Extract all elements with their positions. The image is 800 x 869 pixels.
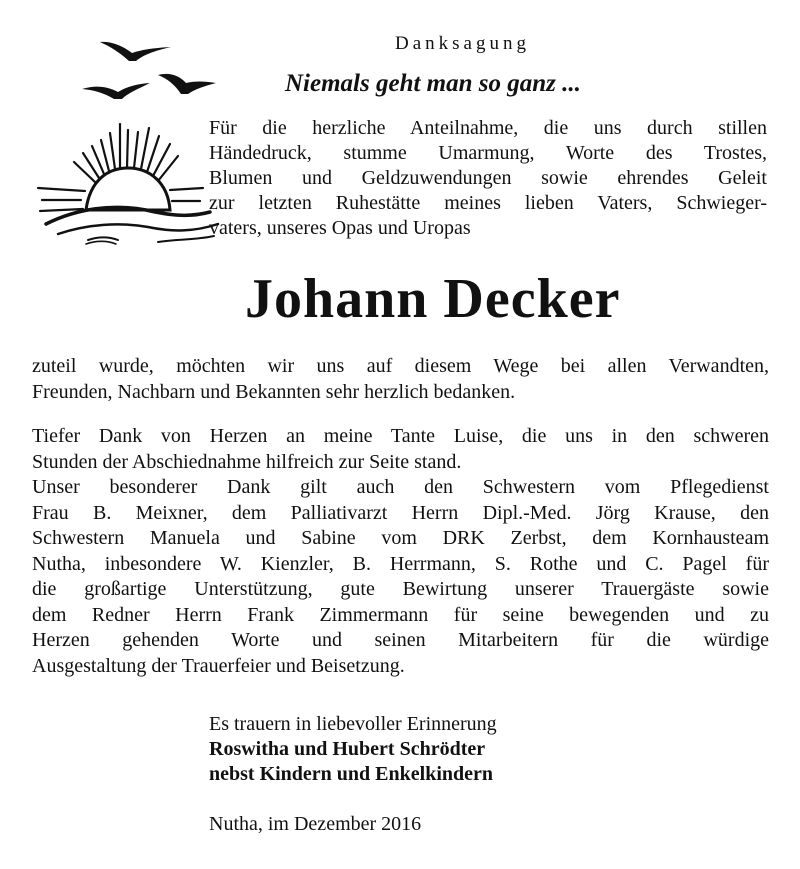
paragraph-line: Ausgestaltung der Trauerfeier und Beisetzung. (32, 654, 405, 677)
birds-sunset-icon (28, 28, 228, 258)
thanks-paragraph (32, 354, 769, 405)
paragraph-line: die großartige Unterstützung, gute Bewirtung unserer Trauergäste sowie (32, 578, 769, 600)
intro-line: vaters, unseres Opas und Uropas (209, 217, 471, 239)
paragraph-line: Nutha, inbesondere W. Kienzler, B. Herrmann, S. Rothe und C. Pagel für (32, 552, 769, 575)
paragraph-line: Unser besonderer Dank gilt auch den Schwestern vom Pflegedienst (32, 476, 769, 498)
intro-line: Blumen und Geldzuwendungen sowie ehrendes Geleit (209, 167, 767, 189)
paragraph-line: Stunden der Abschiednahme hilfreich zur Seite stand. (32, 450, 462, 473)
signoff-intro: Es trauern in liebevoller Erinnerung (209, 713, 497, 735)
intro-paragraph (209, 116, 767, 241)
mourners-family: nebst Kindern und Enkelkindern (209, 763, 493, 785)
intro-line: Händedruck, stumme Umarmung, Worte des Trostes, (209, 142, 767, 164)
paragraph-line: Schwestern Manuela und Sabine vom DRK Zerbst, dem Kornhausteam (32, 527, 769, 549)
notice-heading: Danksagung (395, 33, 530, 54)
special-thanks-paragraph (32, 424, 769, 679)
paragraph-line: Frau B. Meixner, dem Palliativarzt Herrn Dipl.-Med. Jörg Krause, den (32, 501, 769, 524)
mourners-names: Roswitha und Hubert Schrödter (209, 738, 486, 760)
paragraph-line: Freunden, Nachbarn und Bekannten sehr herzlich bedanken. (32, 380, 516, 403)
signoff-block (209, 712, 497, 787)
place-date: Nutha, im Dezember 2016 (209, 813, 422, 835)
paragraph-line: zuteil wurde, möchten wir uns auf diesem Wege bei allen Verwandten, (32, 355, 769, 377)
paragraph-line: Herzen gehenden Worte und seinen Mitarbeitern für die würdige (32, 629, 769, 651)
notice-motto: Niemals geht man so ganz ... (285, 70, 581, 97)
paragraph-line: dem Redner Herrn Frank Zimmermann für seine bewegenden und zu (32, 603, 769, 626)
deceased-name: Johann Decker (245, 268, 621, 330)
paragraph-line: Tiefer Dank von Herzen an meine Tante Luise, die uns in den schweren (32, 425, 769, 447)
intro-line: Für die herzliche Anteilnahme, die uns durch stillen (209, 117, 767, 139)
intro-line: zur letzten Ruhestätte meines lieben Vaters, Schwieger- (209, 192, 767, 214)
